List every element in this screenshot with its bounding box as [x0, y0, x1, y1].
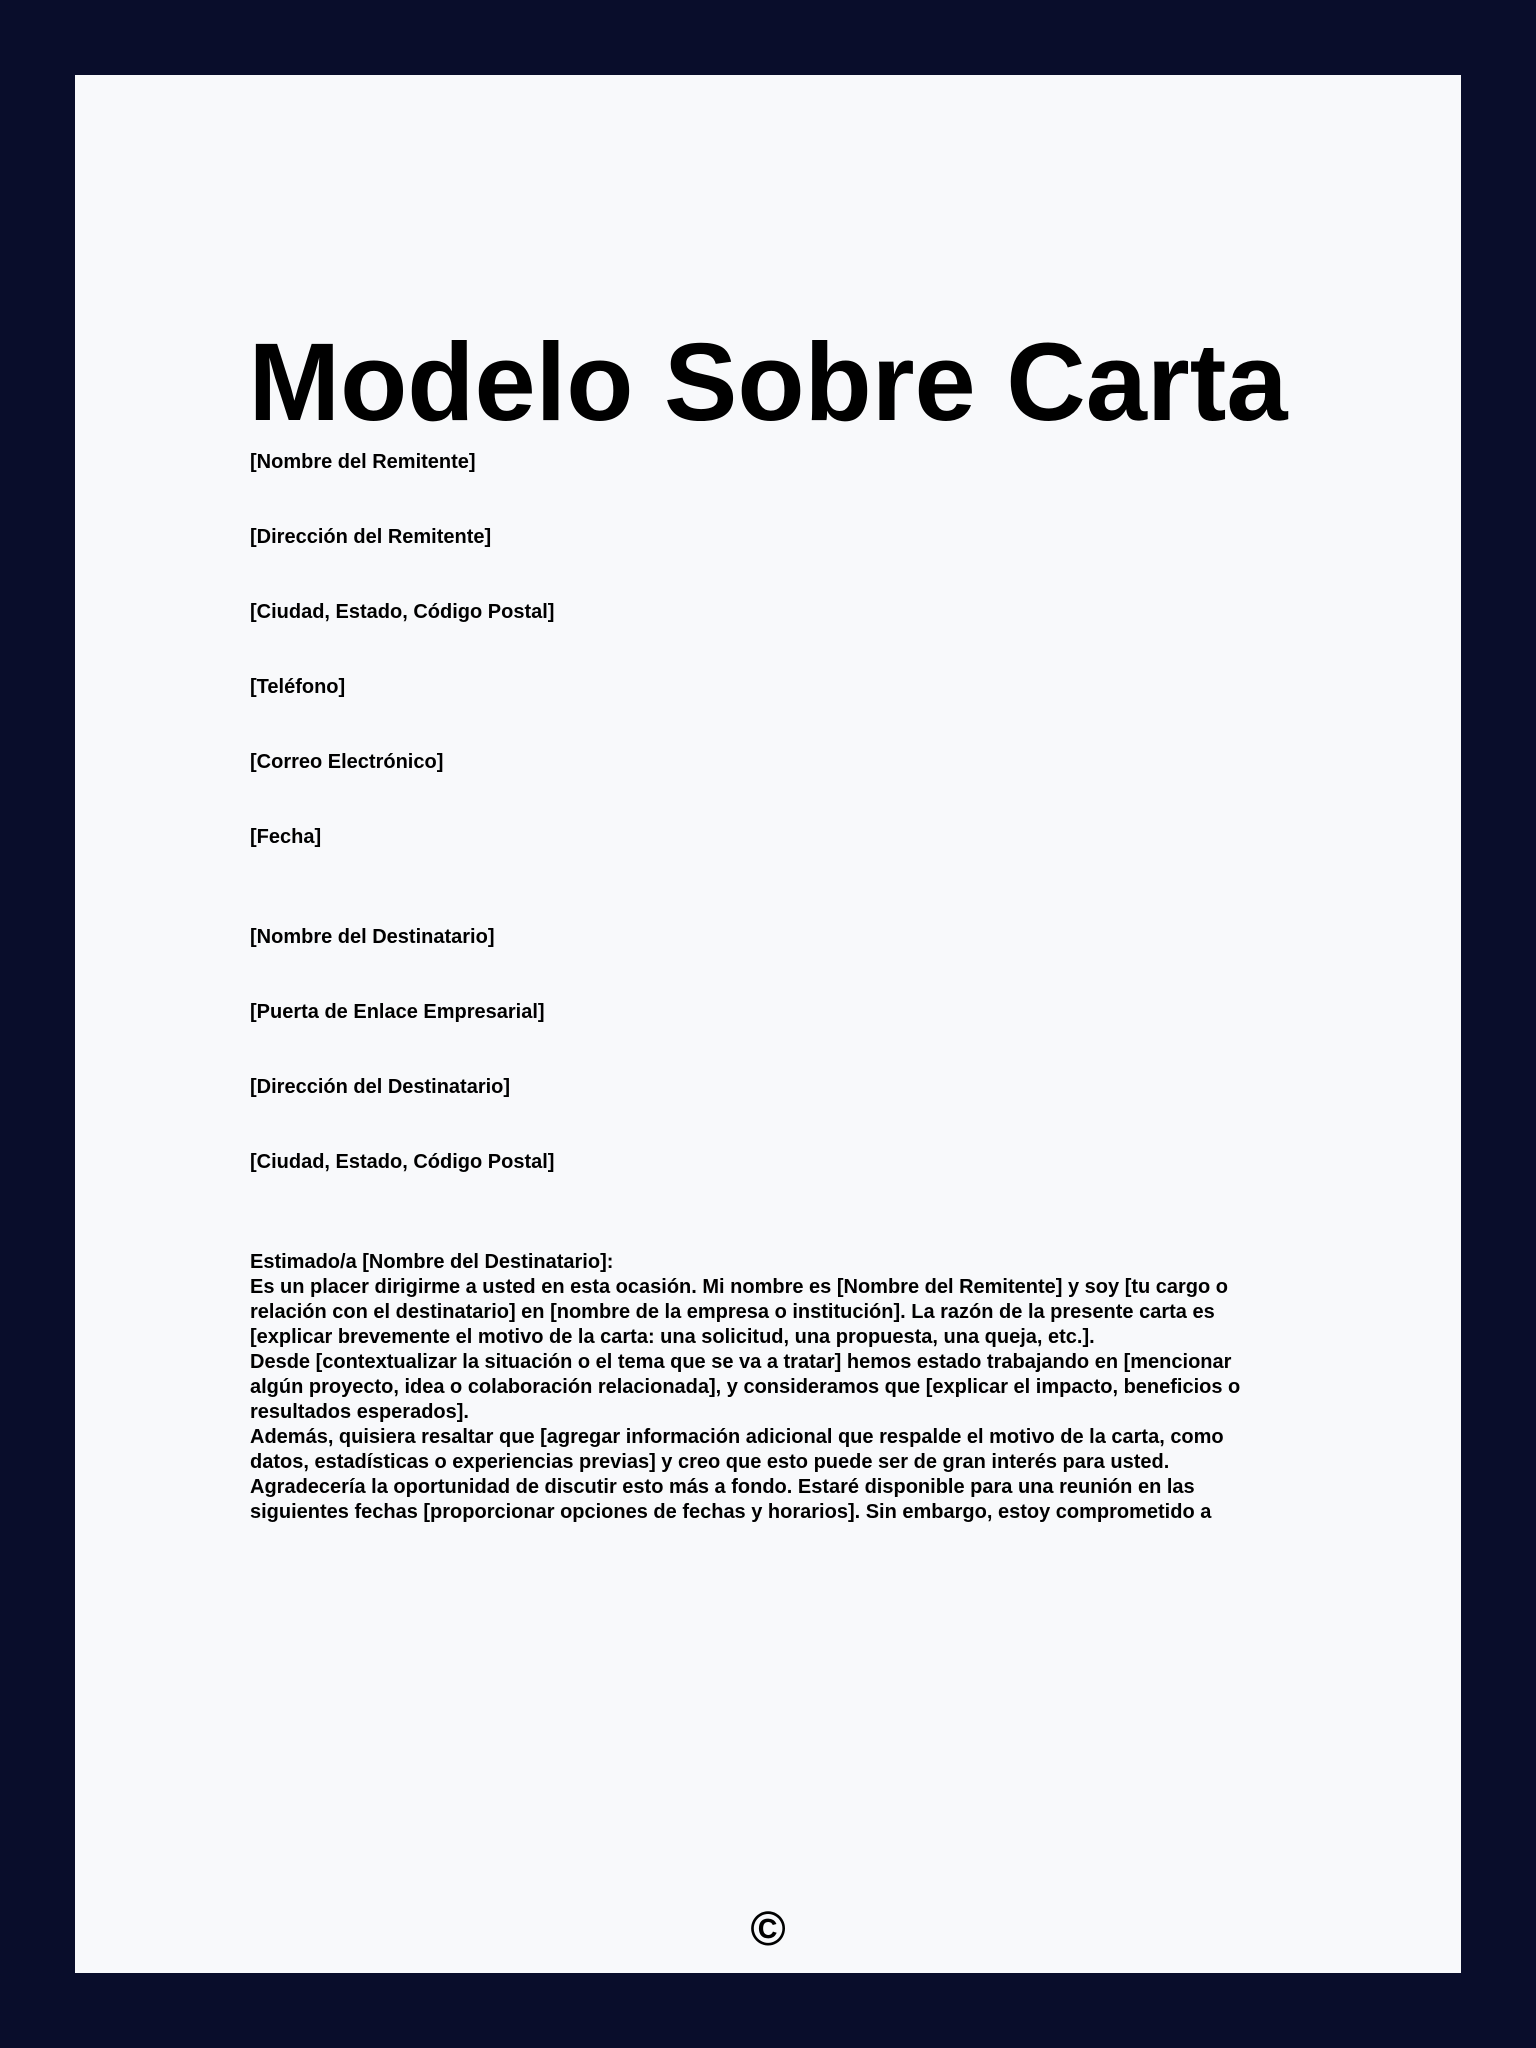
recipient-company: [Puerta de Enlace Empresarial]: [250, 1001, 545, 1023]
sender-email: [Correo Electrónico]: [250, 751, 444, 773]
sender-address: [Dirección del Remitente]: [250, 526, 492, 548]
copyright-icon: ©: [750, 1903, 786, 1956]
sender-phone: [Teléfono]: [250, 676, 346, 698]
sender-name: [Nombre del Remitente]: [250, 451, 476, 473]
body-paragraph-3: Además, quisiera resaltar que [agregar información adicional que respalde el motivo de la carta, como datos, estadísticas o experiencias previas] y creo que esto puede ser de gran interés para usted.: [250, 1426, 1224, 1473]
body-paragraph-2: Desde [contextualizar la situación o el tema que se va a tratar] hemos estado trabajando en [mencionar algún proyecto, idea o colaboración relacionada], y consideramos que [explicar el impacto, beneficios o resultados esperados].: [250, 1351, 1241, 1423]
recipient-name: [Nombre del Destinatario]: [250, 926, 495, 948]
body-paragraph-4: Agradecería la oportunidad de discutir esto más a fondo. Estaré disponible para una reunión en las siguientes fechas [proporcionar opciones de fechas y horarios]. Sin embargo, estoy comprometido a: [250, 1476, 1212, 1523]
document-page: [75, 75, 1461, 1973]
sender-city: [Ciudad, Estado, Código Postal]: [250, 601, 555, 623]
letter-body: [250, 450, 1280, 1525]
recipient-city: [Ciudad, Estado, Código Postal]: [250, 1151, 555, 1173]
recipient-address: [Dirección del Destinatario]: [250, 1076, 511, 1098]
body-paragraph-1: Es un placer dirigirme a usted en esta ocasión. Mi nombre es [Nombre del Remitente] y soy [tu cargo o relación con el destinatario] en [nombre de la empresa o institución]. La razón de la presente carta es [explicar brevemente el motivo de la carta: una solicitud, una propuesta, una queja, etc.].: [250, 1276, 1229, 1348]
sender-date: [Fecha]: [250, 826, 322, 848]
greeting: Estimado/a [Nombre del Destinatario]:: [250, 1251, 614, 1273]
page-title: Modelo Sobre Carta: [248, 321, 1288, 444]
